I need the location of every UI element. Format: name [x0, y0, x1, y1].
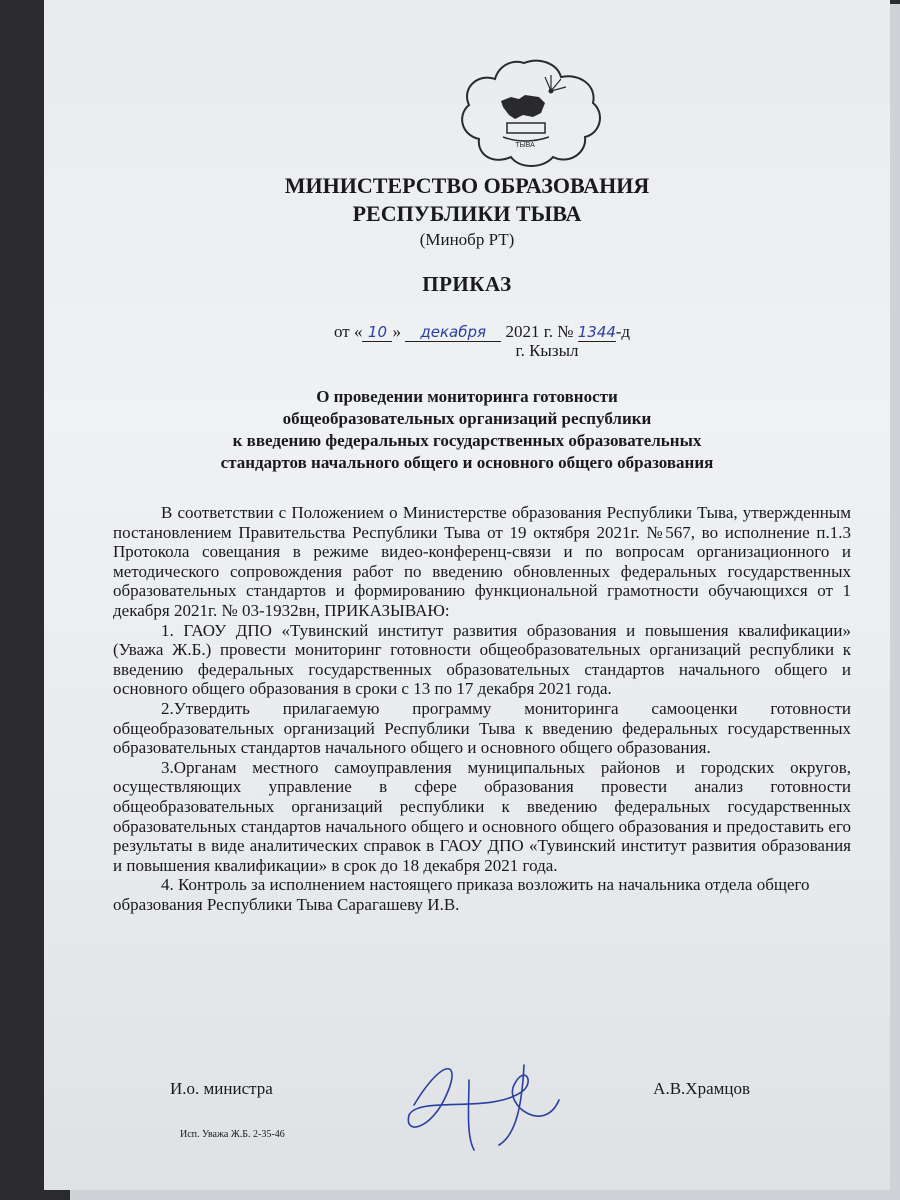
date-prefix: от «	[334, 322, 363, 341]
date-quote-close: »	[392, 322, 401, 341]
executor-note: Исп. Уважа Ж.Б. 2-35-46	[180, 1129, 285, 1140]
body-intro: В соответствии с Положением о Министерстве образования Республики Тыва, утвержденным постановлением Правительства Республики Тыва от 19 октября 2021г. №567, во исполнение п.1.3 Протокола совещания в режиме видео-конференц-связи и по вопросам организационного и методического сопровождения работ по введению обновленных федеральных государственных образовательных стандартов и формированию функциональной грамотности обучающихся от 1 декабря 2021г. № 03-1932вн, ПРИКАЗЫВАЮ:	[113, 503, 851, 620]
body-item-4: 4. Контроль за исполнением настоящего приказа возложить на начальника отдела общего образования Республики Тыва Сарагашеву И.В.	[113, 875, 810, 914]
body-item-3: 3.Органам местного самоуправления муниципальных районов и городских округов, осуществляющих управление в сфере образования провести анализ готовности общеобразовательных организаций республики к введению федеральных государственных образовательных стандартов начального общего и основного общего образования и предоставить его результаты в виде аналитических справок в ГАОУ ДПО «Тувинский институт развития образования и повышения квалификации» в срок до 18 декабря 2021 года.	[113, 757, 851, 875]
handwritten-signature	[374, 1045, 574, 1155]
ministry-name-line1: МИНИСТЕРСТВО ОБРАЗОВАНИЯ	[284, 173, 650, 198]
order-date-line	[334, 322, 630, 342]
subject-line1: О проведении мониторинга готовности	[316, 387, 618, 406]
body-item-1: 1. ГАОУ ДПО «Тувинский институт развития образования и повышения квалификации» (Уважа Ж.Б.) провести мониторинг готовности общеобразовательных организаций республики к введению федеральных государственных образовательных стандартов начального общего и основного общего образования в сроки с 13 по 17 декабря 2021 года.	[113, 620, 851, 699]
document-title: ПРИКАЗ	[422, 272, 512, 296]
coat-of-arms-emblem-icon	[439, 55, 609, 170]
order-number-suffix: -д	[615, 322, 631, 341]
body-item-2: 2.Утвердить прилагаемую программу мониторинга самооценки готовности общеобразовательных организаций Республики Тыва к введению федеральных государственных образовательных стандартов начального общего и основного общего образования.	[113, 698, 851, 758]
order-subject	[44, 386, 890, 474]
subject-line4: стандартов начального общего и основного общего образования	[220, 453, 714, 472]
order-city: г. Кызыл	[515, 341, 579, 360]
order-number: 1344	[577, 323, 616, 341]
ministry-short-name: (Минобр РТ)	[419, 230, 515, 249]
ministry-name	[44, 172, 890, 228]
subject-line3: к введению федеральных государственных образовательных	[232, 431, 702, 450]
order-year: 2021 г. №	[505, 322, 574, 341]
emblem-caption: ТЫВА	[515, 142, 535, 149]
signatory-name: А.В.Храмцов	[653, 1079, 750, 1098]
subject-line2: общеобразовательных организаций республики	[282, 409, 652, 428]
ministry-name-line2: РЕСПУБЛИКИ ТЫВА	[352, 201, 582, 226]
signatory-position: И.о. министра	[170, 1079, 273, 1098]
order-body	[113, 503, 851, 914]
order-day: 10	[362, 323, 392, 342]
order-month: декабря	[405, 323, 501, 342]
document-page	[44, 0, 890, 1190]
